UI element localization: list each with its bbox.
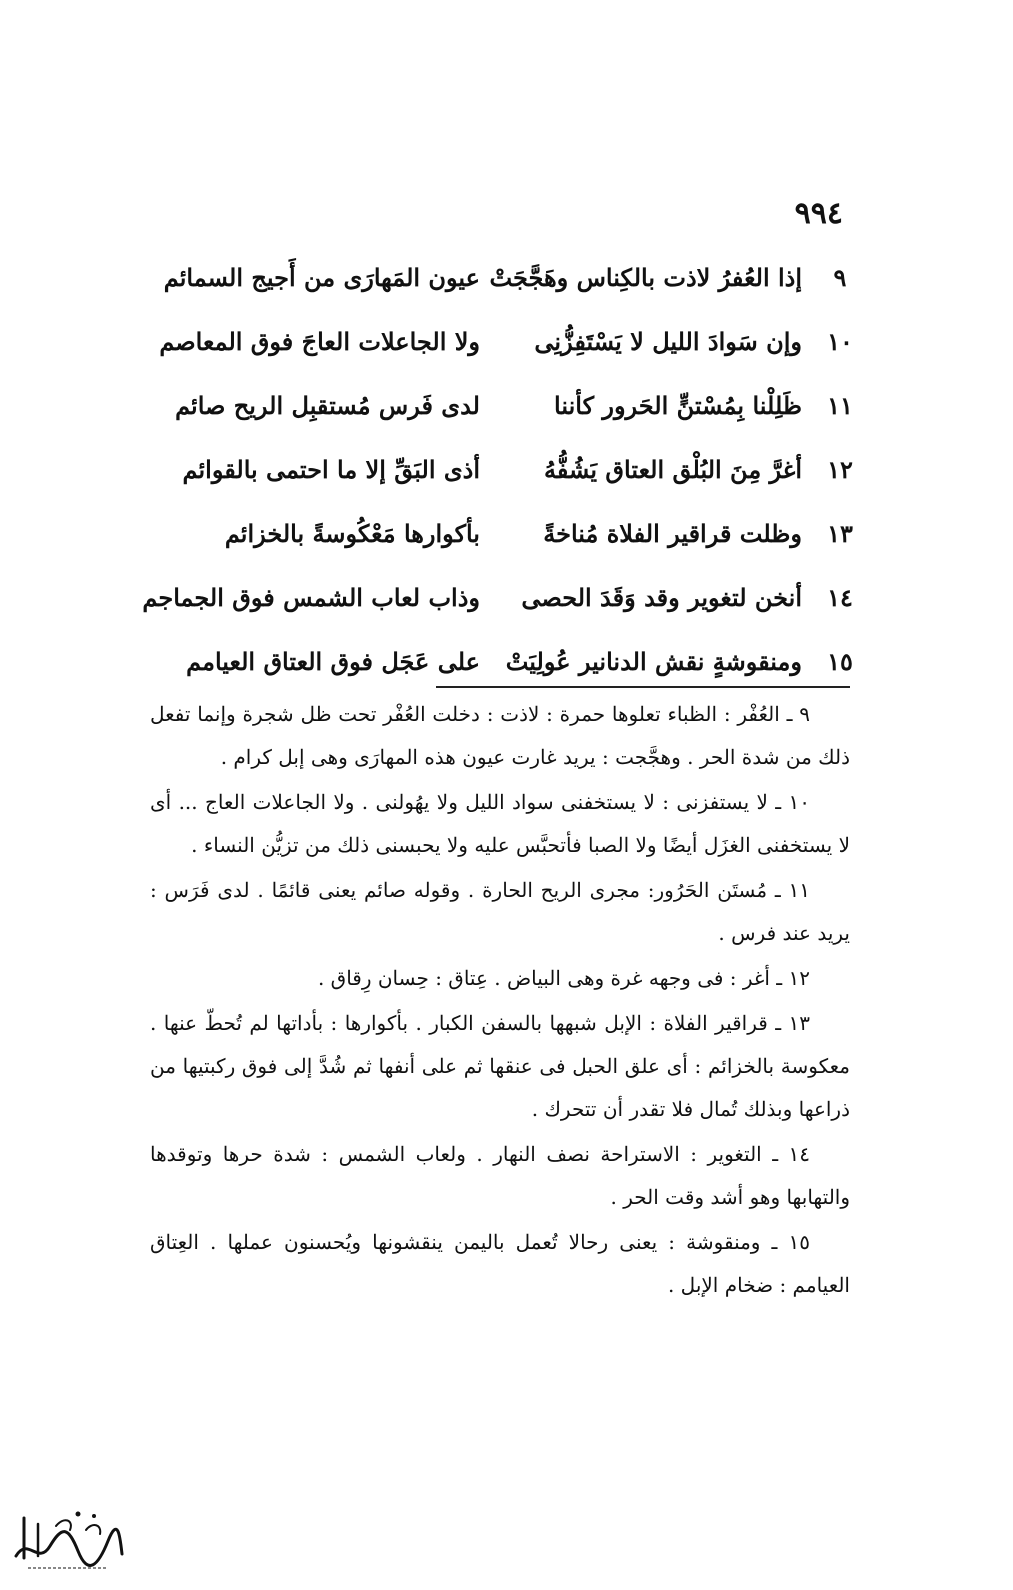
verse-first-hemistich: أنخن لتغوير وقد وَقَدَ الحصى [521,583,802,612]
verse-second-hemistich: عيون المَهارَى من أَجيج السمائم [163,263,480,292]
verse-number: ١٤ [827,583,853,612]
footnote: ٩ ـ العُفْر : الظباء تعلوها حمرة : لاذت : دخلت العُفْر تحت ظل شجرة وإنما تفعل ذلك من شدة الحر . وهجَّجت : يريد غارت عيون هذه المهارَى وهى إبل كرام . [150,702,850,769]
verse-line [180,438,860,502]
calligraphy-logo-icon [8,1496,128,1578]
verse-number: ١٠ [827,327,853,356]
verse-number: ١٣ [827,519,853,548]
footnote-divider [436,686,850,688]
verse-first-hemistich: إذا العُفرُ لاذت بالكِناس وهَجَّجَتْ [489,263,802,292]
verse-second-hemistich: بأكوارها مَعْكُوسةً بالخزائم [224,519,480,548]
verse-number: ١١ [827,391,853,420]
verse-first-hemistich: وظلت قراقير الفلاة مُناخةً [543,519,802,548]
verse-first-hemistich: أغرَّ مِنَ البُلْق العتاق يَشُفُّهُ [543,455,802,484]
verse-second-hemistich: لدى فَرس مُستقبِل الريح صائم [175,391,480,420]
verse-number: ١٥ [827,647,853,676]
verse-second-hemistich: ولا الجاعلات العاجَ فوق المعاصم [159,327,480,356]
verse-second-hemistich: وذاب لعاب الشمس فوق الجماجم [142,583,480,612]
footnote: ١٠ ـ لا يستفزنى : لا يستخفنى سواد الليل ولا يهُولنى . ولا الجاعلات العاج ... أى لا يستخفنى الغزَل أيضًا ولا الصبا فأتحبَّس عليه ولا يحبسنى ذلك من تزيُّن النساء . [150,790,850,857]
verse-second-hemistich: أذى البَقِّ إلا ما احتمى بالقوائم [182,455,480,484]
footnote: ١٢ ـ أغر : فى وجهه غرة وهى البياض . عِتاق : حِسان رِقاق . [317,966,810,990]
verse-second-hemistich: على عَجَل فوق العتاق العيامم [186,647,480,676]
verse-line [180,630,860,694]
poem-verses [142,246,860,694]
verse-first-hemistich: وإن سَوادَ الليل لا يَسْتَفِزُّنِى [534,327,802,356]
footnote: ١٤ ـ التغوير : الاستراحة نصف النهار . ولعاب الشمس : شدة حرها وتوقدها والتهابها وهو أشد وقت الحر . [150,1142,850,1209]
footnote: ١٣ ـ قراقير الفلاة : الإبل شبهها بالسفن الكبار . بأكوارها : بأداتها لم تُحطّ عنها . معكوسة بالخزائم : أى علق الحبل فى عنقها ثم على أنفها ثم شُدَّ إلى فوق ركبتيها من ذراعها وبذلك تُمال فلا تقدر أن تتحرك . [150,1011,850,1121]
verse-number: ١٢ [827,455,853,484]
verse-first-hemistich: ومنقوشةٍ نقش الدنانير عُولِيَتْ [505,647,802,676]
verse-line [180,502,860,566]
verse-first-hemistich: ظَلِلْنا بِمُسْتنٍّ الحَرور كأننا [554,391,802,420]
verse-line [163,246,860,310]
page-number: ٩٩٤ [794,196,843,231]
footnote: ١١ ـ مُستَن الحَرُور: مجرى الريح الحارة . وقوله صائم يعنى قائمًا . لدى فَرَس : يريد عند فرس . [150,878,850,945]
verse-line [175,374,860,438]
verse-line [142,566,860,630]
verse-number: ٩ [833,263,847,292]
verse-line [159,310,860,374]
footnote: ١٥ ـ ومنقوشة : يعنى رحالا تُعمل باليمن ينقشونها ويُحسنون عملها . العِتاق العيامم : ضخام الإبل . [150,1230,850,1297]
footnotes [150,693,850,1309]
